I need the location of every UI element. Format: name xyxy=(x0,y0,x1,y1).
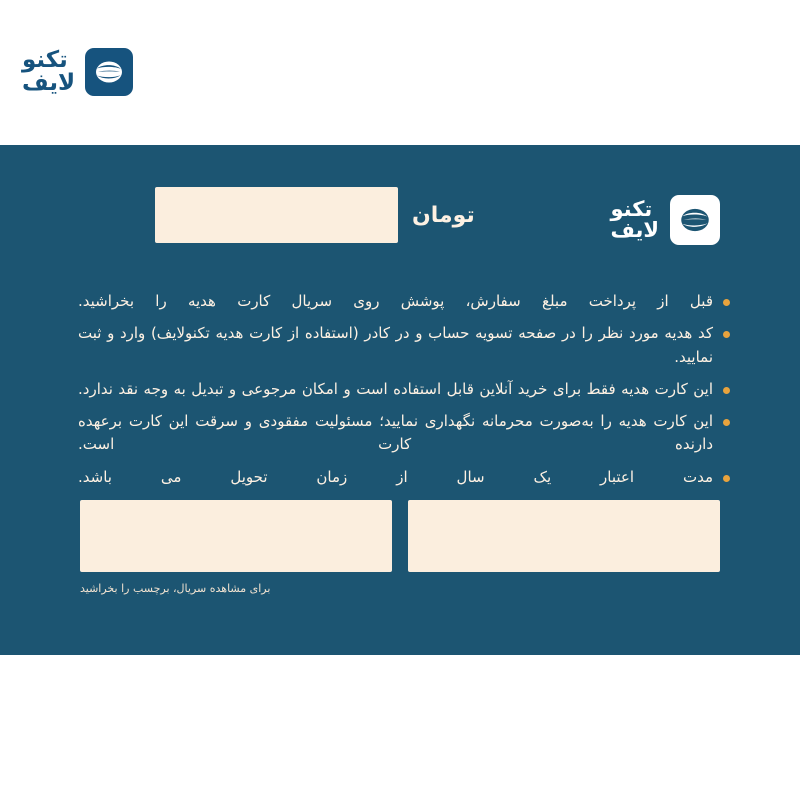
card-brand-line2: لایف xyxy=(610,218,659,242)
header-brand-lockup xyxy=(22,48,133,96)
serial-scratch-area[interactable] xyxy=(80,500,392,572)
terms-list xyxy=(78,290,730,498)
technolife-logo-icon xyxy=(670,195,720,245)
list-item xyxy=(78,322,730,369)
list-item xyxy=(78,410,730,457)
header-brand-words xyxy=(22,46,76,96)
gift-card xyxy=(0,145,800,655)
header-brand-line2: لایف xyxy=(22,70,76,96)
scratch-areas xyxy=(80,500,720,572)
list-item xyxy=(78,466,730,489)
amount-label: تومان xyxy=(412,202,475,228)
bullet-icon xyxy=(723,299,730,306)
header-brand-line1: تکنو xyxy=(22,46,68,73)
list-item-label: این کارت هدیه را به‌صورت محرمانه نگهداری نمایید؛ مسئولیت مفقودی و سرقت این کارت برعهده دارنده کارت است. xyxy=(78,412,713,454)
code-scratch-area[interactable] xyxy=(408,500,720,572)
card-brand-words xyxy=(610,196,659,242)
amount-value-box xyxy=(155,187,398,243)
list-item-label: این کارت هدیه فقط برای خرید آنلاین قابل استفاده است و امکان مرجوعی و تبدیل به وجه نقد ندارد. xyxy=(78,379,713,398)
amount-row xyxy=(155,187,475,243)
technolife-logo-icon xyxy=(85,48,133,96)
bullet-icon xyxy=(723,331,730,338)
list-item xyxy=(78,290,730,313)
card-brand-lockup xyxy=(610,195,720,245)
scratch-hint: برای مشاهده سریال، برچسب را بخراشید xyxy=(80,582,271,595)
page-header xyxy=(0,22,800,122)
card-header xyxy=(0,187,800,257)
list-item-label: کد هدیه مورد نظر را در صفحه تسویه حساب و در کادر (استفاده از کارت هدیه تکنولایف) وارد و ثبت نمایید. xyxy=(78,324,713,366)
bullet-icon xyxy=(723,475,730,482)
card-brand-line1: تکنو xyxy=(610,196,653,221)
list-item xyxy=(78,378,730,401)
bullet-icon xyxy=(723,387,730,394)
list-item-label: قبل از پرداخت مبلغ سفارش، پوشش روی سریال کارت هدیه را بخراشید. xyxy=(78,292,713,310)
list-item-label: مدت اعتبار یک سال از زمان تحویل می باشد. xyxy=(78,467,713,486)
bullet-icon xyxy=(723,419,730,426)
